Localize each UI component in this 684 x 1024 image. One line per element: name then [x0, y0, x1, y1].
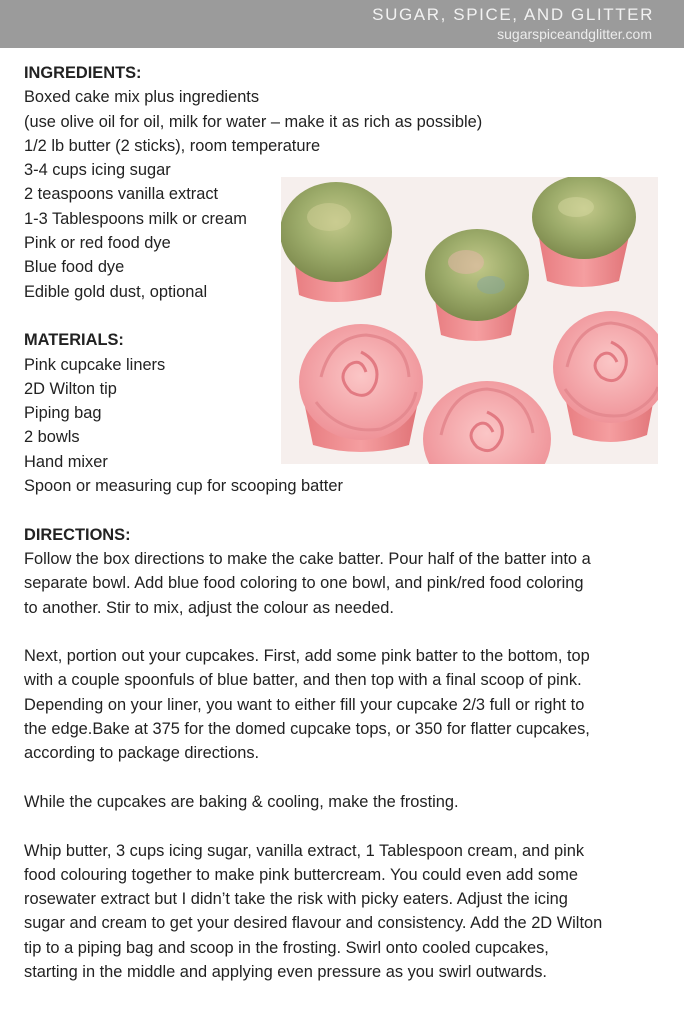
material-item: Piping bag [24, 404, 102, 423]
paragraph-line: Follow the box directions to make the cake batter. Pour half of the batter into a [24, 549, 591, 568]
cupcake-frosted-left [299, 324, 423, 452]
material-item: 2D Wilton tip [24, 379, 117, 398]
directions-paragraph [24, 644, 664, 765]
directions-heading: DIRECTIONS: [24, 525, 131, 544]
paragraph-line: food colouring together to make pink buttercream. You could even add some [24, 865, 578, 884]
material-item: Hand mixer [24, 452, 108, 471]
ingredient-item: 2 teaspoons vanilla extract [24, 185, 219, 204]
materials-heading: MATERIALS: [24, 331, 124, 350]
paragraph-line: Next, portion out your cupcakes. First, add some pink batter to the bottom, top [24, 647, 590, 666]
paragraph-line: Whip butter, 3 cups icing sugar, vanilla extract, 1 Tablespoon cream, and pink [24, 841, 585, 860]
paragraph-line: the edge.Bake at 375 for the domed cupcake tops, or 350 for flatter cupcakes, [24, 720, 590, 739]
cupcake-top-right [532, 177, 636, 287]
paragraph-line: tip to a piping bag and scoop in the frosting. Swirl onto cooled cupcakes, [24, 938, 549, 957]
ingredient-item: Blue food dye [24, 258, 125, 277]
ingredient-item: Pink or red food dye [24, 234, 171, 253]
paragraph-line: starting in the middle and applying even pressure as you swirl outwards. [24, 962, 547, 981]
paragraph-line: according to package directions. [24, 744, 260, 763]
ingredient-item: 1-3 Tablespoons milk or cream [24, 209, 247, 228]
paragraph-line: to another. Stir to mix, adjust the colour as needed. [24, 598, 394, 617]
paragraph-line: Depending on your liner, you want to either fill your cupcake 2/3 full or right to [24, 695, 585, 714]
ingredients-heading: INGREDIENTS: [24, 64, 142, 82]
ingredient-item: (use olive oil for oil, milk for water – make it as rich as possible) [24, 112, 483, 131]
material-item: 2 bowls [24, 428, 80, 447]
site-url: sugarspiceandglitter.com [497, 26, 652, 42]
brand-title: SUGAR, SPICE, AND GLITTER [372, 5, 654, 24]
ingredient-item: 3-4 cups icing sugar [24, 161, 171, 180]
directions-paragraph [24, 790, 664, 814]
header-banner [0, 0, 684, 48]
cupcakes-photo [281, 177, 658, 464]
paragraph-line: with a couple spoonfuls of blue batter, and then top with a final scoop of pink. [24, 671, 582, 690]
ingredient-item: 1/2 lb butter (2 sticks), room temperature [24, 136, 321, 155]
cupcake-top-left [281, 182, 392, 302]
paragraph-line: separate bowl. Add blue food coloring to one bowl, and pink/red food coloring [24, 574, 584, 593]
material-item: Pink cupcake liners [24, 355, 166, 374]
material-item: Spoon or measuring cup for scooping batter [24, 477, 343, 496]
paragraph-line: While the cupcakes are baking & cooling, make the frosting. [24, 792, 459, 811]
paragraph-line: rosewater extract but I didn’t take the risk with picky eaters. Adjust the icing [24, 890, 568, 909]
ingredient-item: Boxed cake mix plus ingredients [24, 88, 260, 107]
cupcakes-illustration [281, 177, 658, 464]
directions-paragraph [24, 839, 664, 985]
ingredient-item: Edible gold dust, optional [24, 282, 208, 301]
paragraph-line: sugar and cream to get your desired flavour and consistency. Add the 2D Wilton [24, 914, 603, 933]
directions-paragraph [24, 547, 664, 620]
